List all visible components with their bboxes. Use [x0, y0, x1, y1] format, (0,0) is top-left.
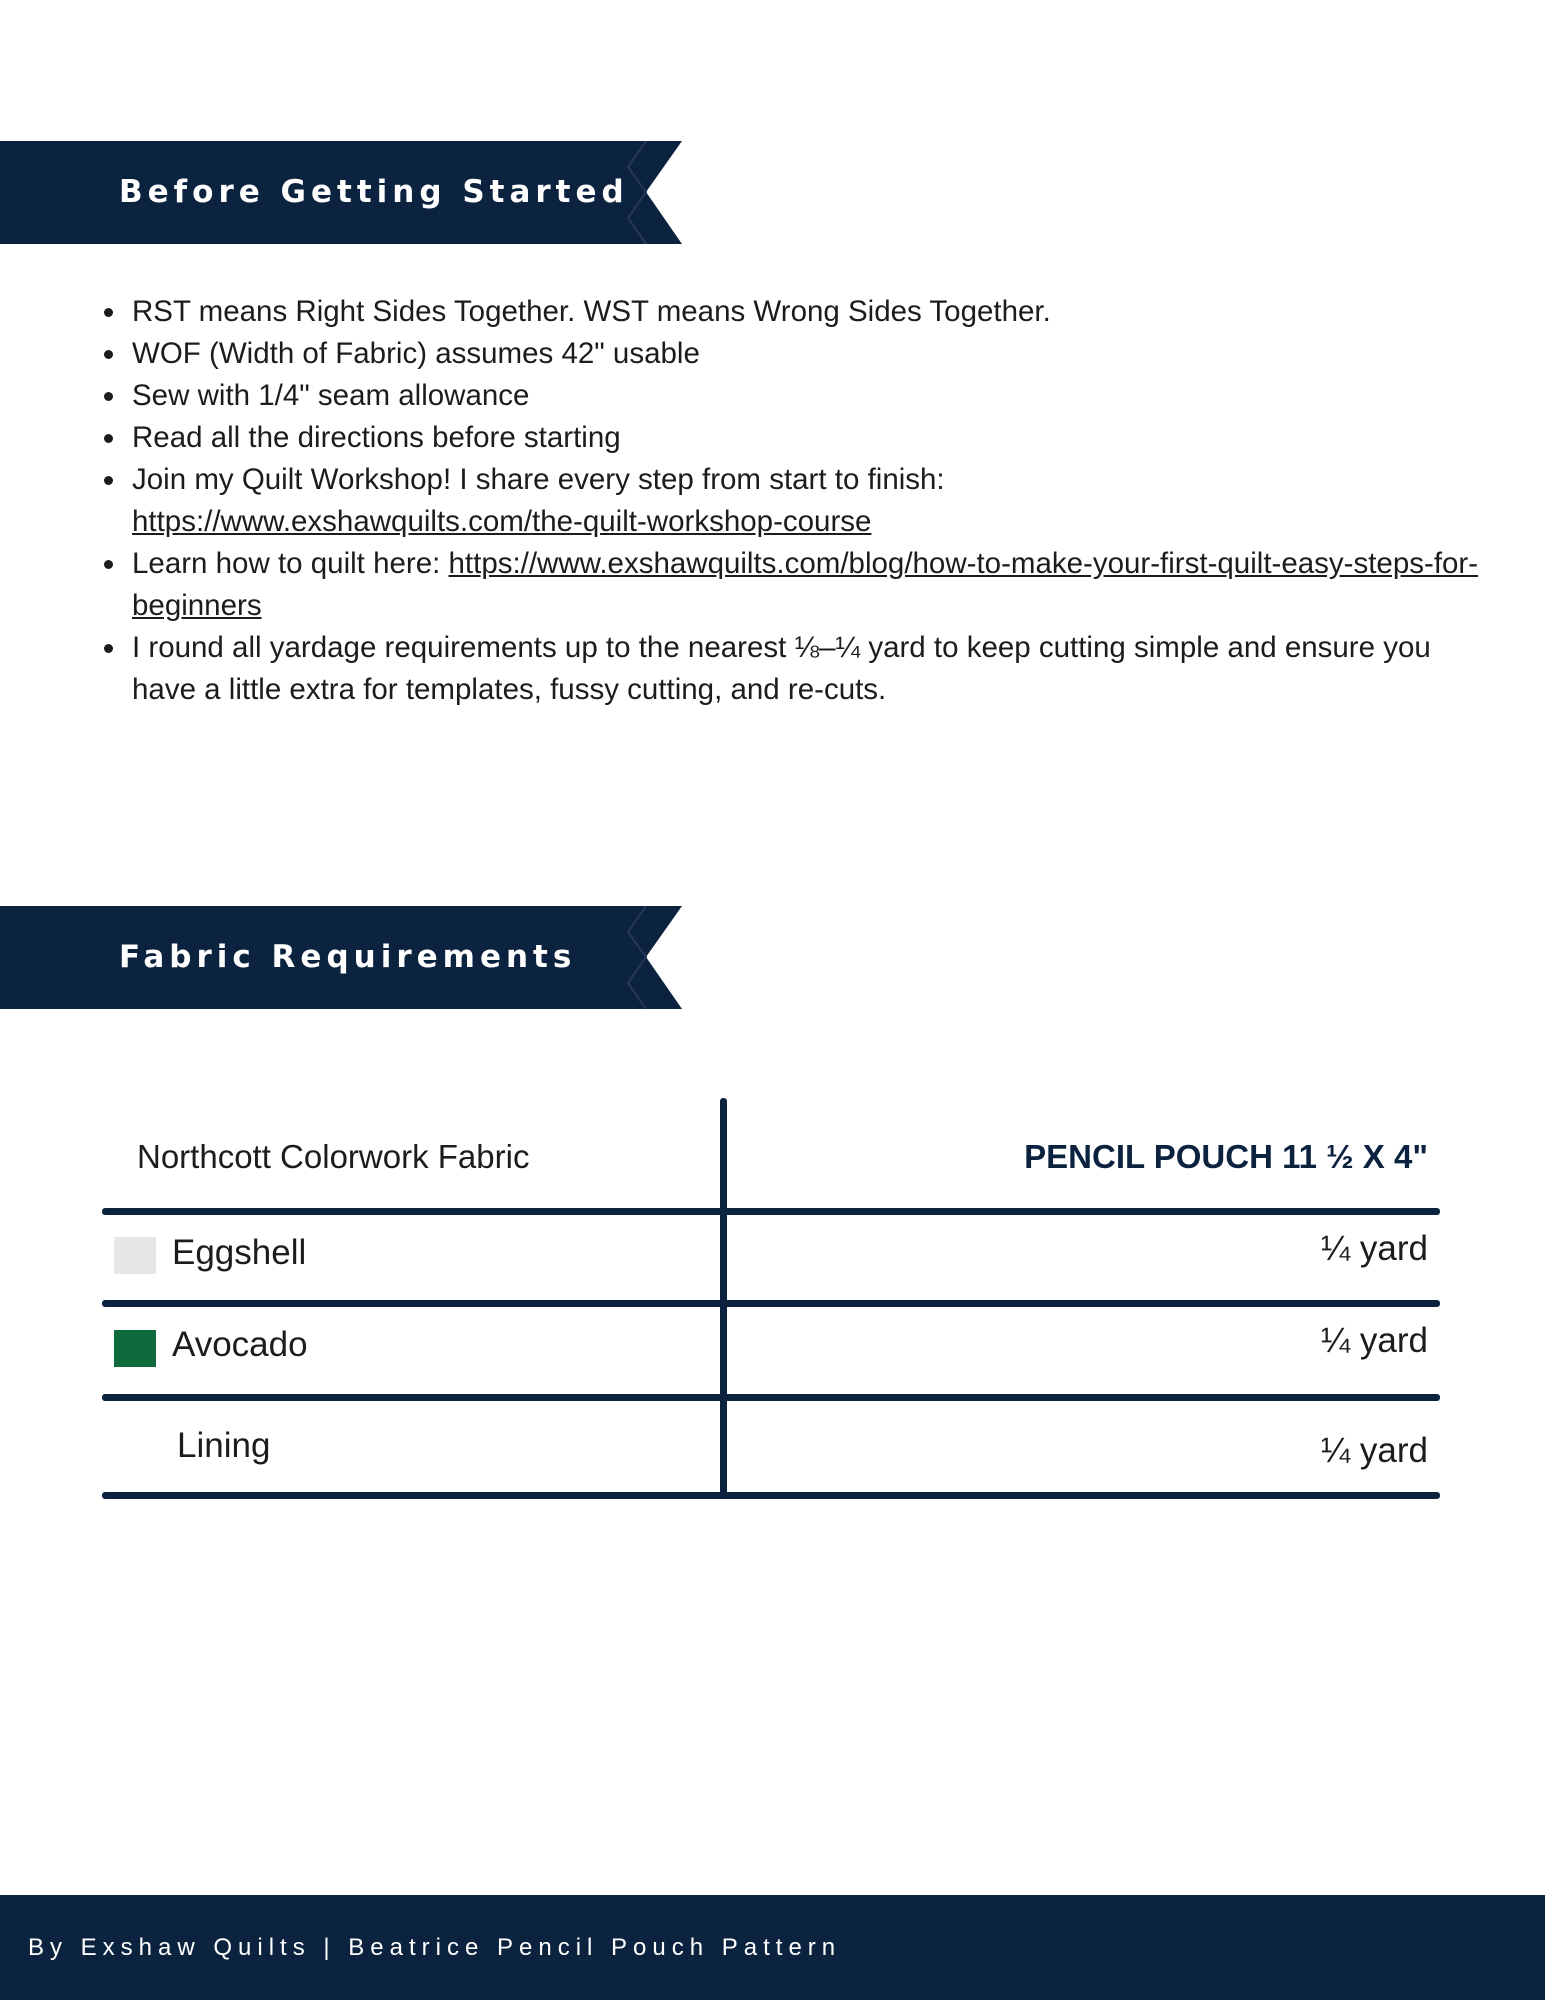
row-divider [102, 1492, 1440, 1499]
table-header-size: PENCIL POUCH 11 ½ X 4" [1024, 1138, 1428, 1175]
list-item: RST means Right Sides Together. WST means Wrong Sides Together. [132, 291, 1492, 333]
learn-quilt-link[interactable]: https://www.exshawquilts.com/blog/how-to-make-your-first-quilt-easy-steps-for-beginners [132, 547, 1479, 622]
column-divider [720, 1098, 727, 1494]
notes-list [92, 291, 1492, 711]
list-item: Join my Quilt Workshop! I share every step from start to finish: https://www.exshawquilts.com/the-quilt-workshop-course [132, 459, 1492, 543]
row-fabric-name: Lining [177, 1426, 271, 1465]
footer-text: By Exshaw Quilts | Beatrice Pencil Pouch Pattern [28, 1934, 842, 1961]
list-item: WOF (Width of Fabric) assumes 42" usable [132, 333, 1492, 375]
row-divider [102, 1208, 1440, 1215]
section-title: Fabric Requirements [119, 939, 577, 975]
row-divider [102, 1394, 1440, 1401]
row-divider [102, 1300, 1440, 1307]
row-yardage: ¼ yard [1321, 1431, 1428, 1470]
list-item: I round all yardage requirements up to the nearest ⅛–¼ yard to keep cutting simple and ensure you have a little extra for templates, fussy cutting, and re-cuts. [132, 627, 1492, 711]
section-banner-before-getting-started [0, 141, 682, 244]
row-yardage: ¼ yard [1321, 1321, 1428, 1360]
eggshell-swatch [114, 1237, 156, 1274]
workshop-link[interactable]: https://www.exshawquilts.com/the-quilt-workshop-course [132, 505, 872, 538]
table-header-fabric: Northcott Colorwork Fabric [137, 1138, 530, 1175]
row-yardage: ¼ yard [1321, 1229, 1428, 1268]
section-title: Before Getting Started [119, 174, 629, 210]
list-item: Learn how to quilt here: https://www.exshawquilts.com/blog/how-to-make-your-first-quilt-easy-steps-for-beginners [132, 543, 1492, 627]
list-item: Sew with 1/4" seam allowance [132, 375, 1492, 417]
row-fabric-name: Avocado [172, 1325, 308, 1364]
list-item: Read all the directions before starting [132, 417, 1492, 459]
footer-bar [0, 1895, 1545, 2000]
row-fabric-name: Eggshell [172, 1233, 307, 1272]
avocado-swatch [114, 1330, 156, 1367]
fabric-requirements-table [102, 1098, 1440, 1502]
section-banner-fabric-requirements [0, 906, 682, 1009]
